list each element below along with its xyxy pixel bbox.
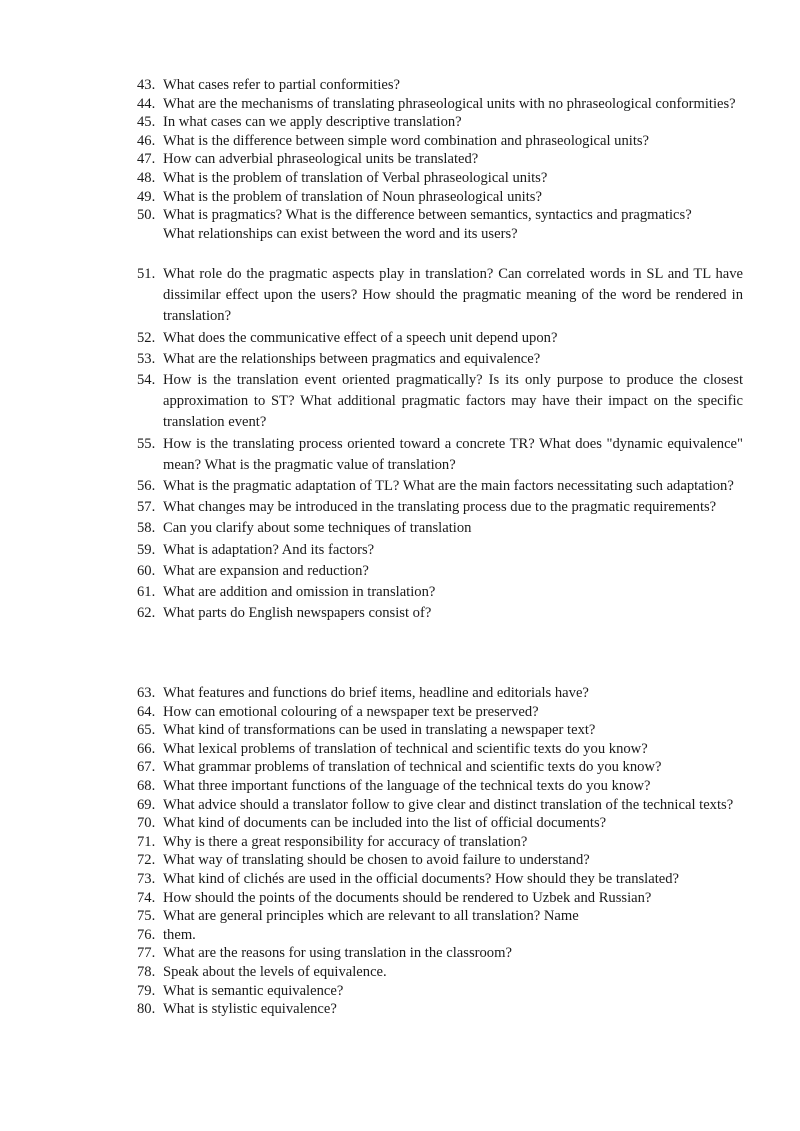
list-item	[0, 518, 800, 539]
item-number: 68.	[137, 777, 156, 794]
item-number: 57.	[137, 499, 156, 516]
item-number: 48.	[137, 169, 156, 186]
item-text-continuation: What relationships can exist between the word and its users?	[163, 225, 518, 242]
list-item	[0, 796, 800, 815]
list-item	[0, 95, 800, 114]
item-text: Can you clarify about some techniques of translation	[163, 520, 472, 537]
item-number: 61.	[137, 584, 156, 601]
item-text: What are addition and omission in translation?	[163, 584, 436, 601]
item-text: them.	[163, 926, 196, 943]
item-number: 71.	[137, 833, 156, 850]
list-item	[0, 328, 800, 349]
item-text: What cases refer to partial conformities?	[163, 77, 401, 93]
item-text: What kind of transformations can be used in translating a newspaper text?	[163, 722, 596, 739]
item-text: What lexical problems of translation of technical and scientific texts do you know?	[163, 740, 648, 757]
item-number: 59.	[137, 541, 156, 558]
item-number: 62.	[137, 605, 156, 622]
item-text: What kind of clichés are used in the official documents? How should they be translated?	[163, 870, 680, 887]
list-item	[0, 113, 800, 132]
item-text: What are general principles which are relevant to all translation? Name	[163, 908, 579, 925]
list-item	[0, 758, 800, 777]
item-number: 63.	[137, 685, 156, 701]
list-item	[0, 582, 800, 603]
list-item	[0, 150, 800, 169]
item-text: What role do the pragmatic aspects play in translation? Can correlated words in SL and TL have dissimilar effect upon the users? How should the pragmatic meaning of the word be rendered in translation?	[163, 266, 743, 325]
item-number: 52.	[137, 329, 156, 346]
item-text: What is the difference between simple word combination and phraseological units?	[163, 132, 650, 149]
list-item	[0, 777, 800, 796]
item-text: How is the translation event oriented pragmatically? Is its only purpose to produce the closest approximation to ST? What additional pragmatic factors may have their impact on the specific translation event?	[163, 372, 743, 431]
item-number: 74.	[137, 889, 156, 906]
item-text: What three important functions of the language of the technical texts do you know?	[163, 777, 651, 794]
item-text: What are expansion and reduction?	[163, 562, 369, 579]
item-number: 58.	[137, 520, 156, 537]
item-text: What is the problem of translation of Verbal phraseological units?	[163, 169, 548, 186]
item-number: 75.	[137, 908, 156, 925]
item-text: Speak about the levels of equivalence.	[163, 963, 387, 980]
list-item	[0, 926, 800, 945]
item-text: How can emotional colouring of a newspaper text be preserved?	[163, 703, 539, 720]
item-number: 73.	[137, 870, 156, 887]
item-number: 44.	[137, 95, 156, 112]
item-text: What is stylistic equivalence?	[163, 1001, 337, 1018]
item-text: What is semantic equivalence?	[163, 982, 344, 999]
list-item	[0, 740, 800, 759]
item-number: 60.	[137, 562, 156, 579]
item-number: 56.	[137, 478, 156, 495]
item-text: What is adaptation? And its factors?	[163, 541, 375, 558]
item-text: What grammar problems of translation of technical and scientific texts do you know?	[163, 759, 662, 776]
question-list-block-3	[0, 684, 800, 1019]
item-number: 47.	[137, 151, 156, 168]
question-list-block-1	[0, 76, 800, 243]
item-number: 55.	[137, 435, 156, 452]
list-item	[0, 264, 800, 328]
item-text: What are the mechanisms of translating phraseological units with no phraseological conformities?	[163, 95, 736, 112]
list-item	[0, 907, 800, 926]
item-text: What does the communicative effect of a speech unit depend upon?	[163, 329, 558, 346]
list-item	[0, 684, 800, 703]
item-text: What parts do English newspapers consist of?	[163, 605, 432, 622]
item-number: 80.	[137, 1001, 156, 1018]
item-text: What is pragmatics? What is the difference between semantics, syntactics and pragmatics?	[163, 207, 692, 224]
list-item	[0, 76, 800, 95]
item-number: 65.	[137, 722, 156, 739]
item-number: 53.	[137, 350, 156, 367]
item-number: 45.	[137, 114, 156, 131]
item-text: How can adverbial phraseological units be translated?	[163, 151, 479, 168]
item-text: What are the relationships between pragmatics and equivalence?	[163, 350, 541, 367]
list-item	[0, 497, 800, 518]
list-item	[0, 870, 800, 889]
item-number: 77.	[137, 945, 156, 962]
list-item	[0, 1000, 800, 1019]
item-text: What changes may be introduced in the translating process due to the pragmatic requirements?	[163, 499, 717, 516]
item-number: 51.	[137, 266, 156, 282]
list-item	[0, 434, 800, 476]
item-text: How should the points of the documents should be rendered to Uzbek and Russian?	[163, 889, 652, 906]
list-item	[0, 132, 800, 151]
list-item	[0, 476, 800, 497]
item-number: 70.	[137, 815, 156, 832]
item-number: 64.	[137, 703, 156, 720]
item-number: 43.	[137, 77, 156, 93]
item-text: What advice should a translator follow to give clear and distinct translation of the technical texts?	[163, 796, 734, 813]
item-text: What is the pragmatic adaptation of TL? What are the main factors necessitating such adaptation?	[163, 478, 734, 495]
list-item	[0, 188, 800, 207]
item-number: 67.	[137, 759, 156, 776]
item-number: 78.	[137, 963, 156, 980]
item-number: 50.	[137, 207, 156, 224]
list-item	[0, 851, 800, 870]
item-number: 46.	[137, 132, 156, 149]
list-item	[0, 982, 800, 1001]
item-text: What is the problem of translation of Noun phraseological units?	[163, 188, 542, 205]
item-number: 49.	[137, 188, 156, 205]
list-item	[0, 561, 800, 582]
item-text: How is the translating process oriented toward a concrete TR? What does "dynamic equivalence" mean? What is the pragmatic value of translation?	[163, 435, 743, 473]
item-number: 66.	[137, 740, 156, 757]
list-item	[0, 206, 800, 243]
item-text: Why is there a great responsibility for accuracy of translation?	[163, 833, 528, 850]
item-text: What kind of documents can be included into the list of official documents?	[163, 815, 607, 832]
list-item	[0, 603, 800, 624]
list-item	[0, 703, 800, 722]
list-item	[0, 944, 800, 963]
item-number: 79.	[137, 982, 156, 999]
item-text: What are the reasons for using translation in the classroom?	[163, 945, 512, 962]
list-item	[0, 370, 800, 434]
list-item	[0, 833, 800, 852]
list-item	[0, 814, 800, 833]
item-text: In what cases can we apply descriptive translation?	[163, 114, 462, 131]
item-text: What way of translating should be chosen to avoid failure to understand?	[163, 852, 590, 869]
list-item	[0, 349, 800, 370]
item-number: 76.	[137, 926, 156, 943]
item-number: 69.	[137, 796, 156, 813]
item-number: 54.	[137, 372, 156, 389]
list-item	[0, 721, 800, 740]
question-list-block-2	[0, 264, 800, 624]
list-item	[0, 963, 800, 982]
list-item	[0, 169, 800, 188]
item-text: What features and functions do brief items, headline and editorials have?	[163, 685, 589, 701]
item-number: 72.	[137, 852, 156, 869]
list-item	[0, 889, 800, 908]
list-item	[0, 540, 800, 561]
